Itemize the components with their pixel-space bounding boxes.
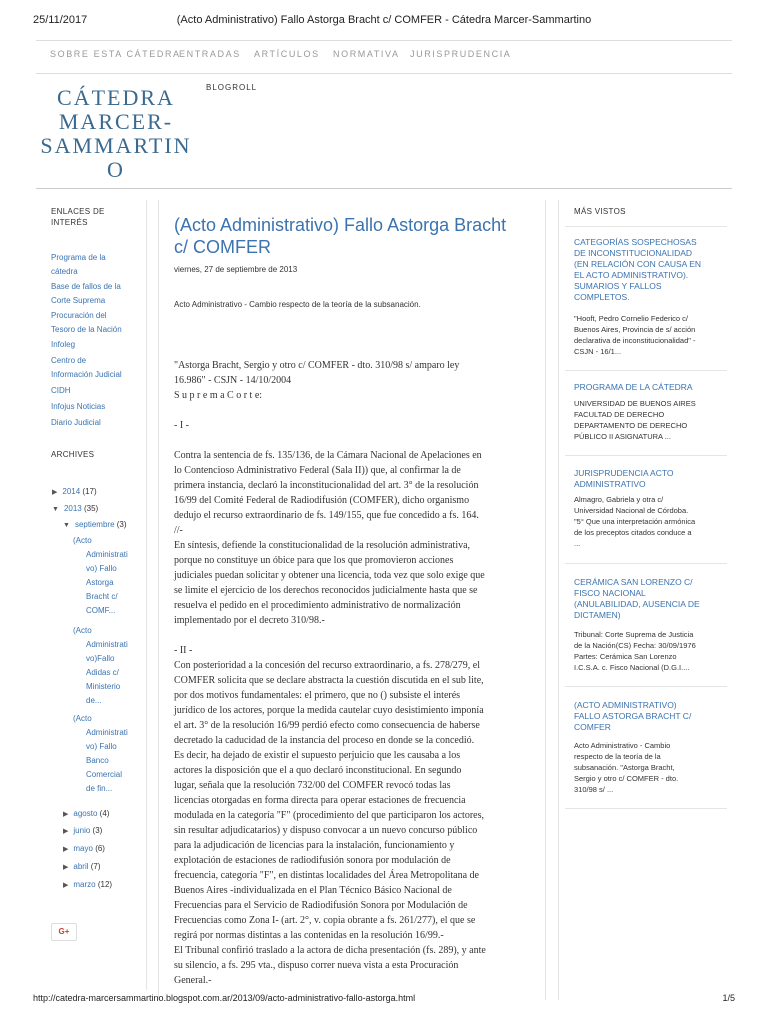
blog-title-line: O	[107, 157, 125, 182]
archive-post-line: vo) Fallo	[86, 742, 117, 751]
snippet-line: subsanación. "Astorga Bracht,	[574, 763, 675, 772]
archive-count: (6)	[95, 844, 105, 853]
archive-post-link[interactable]	[73, 534, 135, 618]
snippet-line: DEPARTAMENTO DE DERECHO	[574, 421, 688, 430]
print-footer	[33, 993, 735, 1007]
snippet-line: Partes: Cerámica San Lorenzo	[574, 652, 677, 661]
post-line: 16/99 del Comité Federal de Radiodifusión (COMFER), dicho organismo	[174, 495, 470, 506]
post-line	[174, 403, 536, 418]
post-line: lo Contencioso Administrativo Federal (Sala II)) que, al confirmar la de	[174, 465, 461, 476]
popular-post-title[interactable]	[574, 468, 724, 490]
archive-post-link[interactable]	[73, 624, 135, 708]
triangle-right-icon: ▶	[63, 828, 69, 835]
snippet-line: respecto de la teoría de la	[574, 752, 661, 761]
post-line: Frecuencias como Zona I- (art. 2°, v. copia obrante a fs. 261/277), el que se	[174, 915, 476, 926]
post-line: explotación de estaciones de radiodifusión sonora por modulación de	[174, 855, 451, 866]
post-line: lugar, señala que la resolución 732/00 del COMFER revocó todas las	[174, 780, 451, 791]
archive-year-2014[interactable]	[52, 486, 97, 499]
post-line: Frecuencias para el Servicio de Radiodifusión Sonora por Modulación de	[174, 900, 468, 911]
post-line: - II -	[174, 645, 193, 656]
post-line: 16.986" - CSJN - 14/10/2004	[174, 375, 292, 386]
popular-title-line: SUMARIOS Y FALLOS	[574, 281, 662, 291]
archive-month-mayo[interactable]	[63, 843, 105, 856]
archive-year-link[interactable]: 2014	[62, 487, 81, 496]
archive-year-2013[interactable]	[52, 503, 98, 516]
post-line: S u p r e m a C o r t e:	[174, 390, 263, 401]
nav-item-jurisprudencia[interactable]: JURISPRUDENCIA	[410, 49, 512, 59]
archive-month-agosto[interactable]	[63, 808, 109, 821]
archive-month-abril[interactable]	[63, 861, 101, 874]
archive-month-marzo[interactable]	[63, 879, 112, 892]
post-line: El Tribunal confirió traslado a la actora de dicha presentación (fs. 289), y ante	[174, 945, 486, 956]
archive-month-link[interactable]: abril	[73, 862, 89, 871]
triangle-right-icon: ▶	[63, 882, 69, 889]
popular-title-line: DICTAMEN)	[574, 610, 621, 620]
page-number: 1/5	[722, 993, 735, 1003]
archive-post-line: Banco	[86, 756, 109, 765]
page-url: http://catedra-marcersammartino.blogspot.com.ar/2013/09/acto-administrativo-fallo-astorga.html	[33, 993, 416, 1003]
snippet-line: ...	[574, 539, 581, 548]
post-line: decretado la caducidad de la instancia del proceso en donde se la concedió.	[174, 735, 475, 746]
post-line: Es decir, ha dejado de existir el supuesto perjuicio que les causaba a los	[174, 750, 461, 761]
archive-month-link[interactable]: agosto	[73, 809, 98, 818]
archive-month-link[interactable]: marzo	[73, 880, 96, 889]
print-title: (Acto Administrativo) Fallo Astorga Bracht c/ COMFER - Cátedra Marcer-Sammartino	[176, 14, 592, 26]
popular-post-snippet	[574, 398, 722, 442]
popular-title-line: PROGRAMA DE LA CÁTEDRA	[574, 382, 693, 392]
popular-title-line: CERÁMICA SAN LORENZO C/	[574, 577, 693, 587]
popular-post-snippet	[574, 740, 722, 795]
archive-month-link[interactable]: junio	[73, 826, 91, 835]
popular-title-line: (ACTO ADMINISTRATIVO)	[574, 700, 677, 710]
sidebar-link-infoleg[interactable]: Infoleg	[51, 340, 76, 349]
post-line: por dos motivos fundamentales: el primero, que no () subsiste el interés	[174, 690, 461, 701]
divider	[565, 226, 727, 227]
snippet-line: Sergio y otro c/ COMFER - dto.	[574, 774, 679, 783]
snippet-line: de los preceptos citados conduce a	[574, 528, 692, 537]
divider	[565, 455, 727, 456]
popular-post-title[interactable]	[574, 237, 724, 303]
sidebar-link-base-fallos[interactable]: Corte Suprema	[51, 296, 106, 305]
archive-post-link[interactable]	[73, 712, 135, 796]
popular-title-line: COMPLETOS.	[574, 292, 630, 302]
snippet-line: "5° Que una interpretación armónica	[574, 517, 696, 526]
post-title[interactable]	[174, 214, 534, 258]
snippet-line: I.C.S.A. c. Fisco Nacional (D.G.I....	[574, 663, 690, 672]
blog-title-line: CÁTEDRA	[57, 85, 175, 110]
post-line: regirá por normas distintas a las contenidas en la resolución 16/99.-	[174, 930, 444, 941]
post-line: COMFER solicita que se declare abstracta la cuestión discutida en el sub lite,	[174, 675, 484, 686]
archives-heading: ARCHIVES	[51, 450, 95, 459]
snippet-line: Almagro, Gabriela y otra c/	[574, 495, 664, 504]
snippet-line: "Hooft, Pedro Cornelio Federico c/	[574, 314, 688, 323]
popular-title-line: CATEGORÍAS SOSPECHOSAS	[574, 237, 697, 247]
archive-post-line: de fin...	[86, 784, 113, 793]
popular-post-title[interactable]	[574, 577, 724, 621]
archive-post-line: vo) Fallo	[86, 564, 117, 573]
print-header	[33, 14, 735, 28]
snippet-line: de la Nación(CS) Fecha: 30/09/1976	[574, 641, 696, 650]
post-line: primera instancia, declaró la inconstitucionalidad del art. 3° de la resolución	[174, 480, 479, 491]
blogroll-heading: BLOGROLL	[206, 83, 258, 92]
snippet-line: Universidad Nacional de Córdoba.	[574, 506, 689, 515]
post-line: para la adjudicación de licencias para la instalación, funcionamiento y	[174, 840, 455, 851]
divider	[565, 808, 727, 809]
archive-month-link[interactable]: septiembre	[74, 520, 115, 529]
snippet-line: Buenos Aires, Provincia de s/ acción	[574, 325, 696, 334]
triangle-right-icon: ▶	[63, 864, 69, 871]
archive-count: (7)	[90, 862, 101, 871]
sidebar-link-cij[interactable]: Información Judicial	[51, 370, 122, 379]
archive-year-link[interactable]: 2013	[63, 504, 82, 513]
blog-title-line: MARCER-	[58, 109, 174, 134]
post-line	[174, 433, 536, 448]
popular-post-title[interactable]	[574, 700, 724, 733]
sidebar-link-procuracion[interactable]: Procuración del	[51, 311, 107, 320]
sidebar-link-procuracion[interactable]: Tesoro de la Nación	[51, 325, 122, 334]
post-line: Con posterioridad a la concesión del recurso extraordinario, a fs. 278/279, el	[174, 660, 481, 671]
archive-post-line: Administrati	[86, 640, 128, 649]
divider	[565, 686, 727, 687]
archive-post-line: Astorga	[86, 578, 114, 587]
post-date: viernes, 27 de septiembre de 2013	[174, 265, 298, 274]
post-body	[174, 358, 536, 988]
post-line: se limite el ejercicio de los derechos reconocidos judicialmente hasta que se	[174, 585, 478, 596]
print-date: 25/11/2017	[33, 14, 88, 26]
post-line: //-	[174, 525, 183, 536]
popular-title-line: (EN RELACIÓN CON CAUSA EN	[574, 259, 702, 269]
popular-title-line: DE INCONSTITUCIONALIDAD	[574, 248, 693, 258]
post-line: modulada en la categoría "F" (procedimiento del que participaron los actores,	[174, 810, 484, 821]
snippet-line: 310/98 s/ ...	[574, 785, 614, 794]
post-line: - I -	[174, 420, 189, 431]
post-line: Buenos Aires -individualizada en el Plan Técnico Básico Nacional de	[174, 885, 452, 896]
popular-post-title[interactable]	[574, 382, 724, 393]
archive-post-line: Administrati	[86, 728, 128, 737]
links-heading: INTERÉS	[51, 218, 88, 227]
popular-title-line: COMFER	[574, 722, 611, 732]
archive-count: (35)	[83, 504, 99, 513]
google-plus-button[interactable]: G+	[51, 923, 77, 941]
post-line: frecuencia, categoría "F", en distintas localidades del Área Metropolitana de	[174, 870, 479, 881]
triangle-down-icon: ▼	[63, 522, 70, 529]
post-line: judiciales puedan solicitar y obtener una licencia, toda vez que solo exige que	[174, 570, 485, 581]
blog-title-line: SAMMARTIN	[40, 133, 192, 158]
popular-title-line: FISCO NACIONAL	[574, 588, 646, 598]
popular-post-snippet	[574, 629, 722, 673]
post-subtitle: Acto Administrativo - Cambio respecto de la teoría de la subsanación.	[174, 300, 421, 309]
triangle-down-icon: ▼	[52, 506, 59, 513]
post-line	[174, 628, 536, 643]
sidebar-link-base-fallos[interactable]: Base de fallos de la	[51, 282, 121, 291]
post-line: su silencio, a fs. 295 vta., dispuso correr nueva vista a esta Procuración	[174, 960, 459, 971]
post-line: porque no constituye un óbice para que los que promovieron acciones	[174, 555, 454, 566]
top-nav	[36, 40, 732, 74]
divider	[565, 563, 727, 564]
links-heading: ENLACES DE	[51, 207, 105, 216]
archive-month-septiembre[interactable]	[63, 519, 127, 532]
post-title-line: c/ COMFER	[174, 237, 271, 257]
archive-post-line: Ministerio	[86, 682, 121, 691]
archive-post-line: Adidas c/	[86, 668, 119, 677]
popular-title-line: EL ACTO ADMINISTRATIVO).	[574, 270, 689, 280]
post-line: jurídico de los actores, porque la medida cautelar cuyo desistimiento imponía	[174, 705, 484, 716]
post-line: General.-	[174, 975, 212, 986]
popular-title-line: ADMINISTRATIVO	[574, 479, 646, 489]
sidebar-link-programa[interactable]: cátedra	[51, 267, 78, 276]
snippet-line: Tribunal: Corte Suprema de Justicia	[574, 630, 694, 639]
popular-post-snippet	[574, 313, 722, 357]
archive-post-line: Administrati	[86, 550, 128, 559]
popular-post-snippet	[574, 494, 722, 549]
post-line: dedujo el recurso extraordinario de fs. 149/155, que fue concedido a fs. 164.	[174, 510, 479, 521]
snippet-line: UNIVERSIDAD DE BUENOS AIRES	[574, 399, 696, 408]
sidebar-link-infojus[interactable]: Infojus Noticias	[51, 402, 106, 411]
nav-item-entradas[interactable]: ENTRADAS	[179, 49, 241, 59]
divider	[565, 370, 727, 371]
archive-post-line: Bracht c/	[86, 592, 118, 601]
post-line: licencias otorgadas en forma directa para operar estaciones de frecuencia	[174, 795, 466, 806]
post-line: En síntesis, defiende la constitucionalidad de la resolución administrativa,	[174, 540, 471, 551]
sidebar-link-diario-judicial[interactable]: Diario Judicial	[51, 418, 101, 427]
snippet-line: Acto Administrativo - Cambio	[574, 741, 671, 750]
triangle-right-icon: ▶	[63, 811, 69, 818]
post-line: resuelva el pedido en el procedimiento administrativo de normalización	[174, 600, 461, 611]
post-line: actores la disposición que el a quo declaró inconstitucional. En segundo	[174, 765, 462, 776]
snippet-line: FACULTAD DE DERECHO	[574, 410, 665, 419]
post-line: sin resultar adjudicatarios) y dispuso convocar a un nuevo concurso público	[174, 825, 478, 836]
archive-post-line: (Acto	[73, 536, 92, 545]
sidebar-link-programa[interactable]: Programa de la	[51, 253, 106, 262]
archive-count: (17)	[82, 487, 97, 496]
popular-title-line: (ANULABILIDAD, AUSENCIA DE	[574, 599, 700, 609]
snippet-line: CSJN - 16/1...	[574, 347, 622, 356]
post-line: "Astorga Bracht, Sergio y otro c/ COMFER - dto. 310/98 s/ amparo ley	[174, 360, 460, 371]
archive-count: (12)	[97, 880, 113, 889]
blog-title[interactable]	[36, 86, 196, 182]
nav-item-sobre[interactable]: SOBRE ESTA CÁTEDRA	[50, 49, 181, 59]
nav-item-articulos[interactable]: ARTÍCULOS	[254, 49, 320, 59]
post-line: el art. 3° de la resolución 16/99 perdió efecto como consecuencia de haberse	[174, 720, 480, 731]
archive-post-line: COMF...	[86, 606, 116, 615]
sidebar-link-cij[interactable]: Centro de	[51, 356, 87, 365]
archive-month-link[interactable]: mayo	[73, 844, 93, 853]
triangle-right-icon: ▶	[52, 489, 58, 496]
snippet-line: PÚBLICO II ASIGNATURA ...	[574, 432, 671, 441]
nav-item-normativa[interactable]: NORMATIVA	[333, 49, 400, 59]
archive-post-line: (Acto	[73, 714, 92, 723]
archive-month-junio[interactable]	[63, 825, 102, 838]
popular-title-line: FALLO ASTORGA BRACHT C/	[574, 711, 692, 721]
triangle-right-icon: ▶	[63, 846, 69, 853]
post-title-line: (Acto Administrativo) Fallo Astorga Bracht	[174, 215, 507, 235]
archive-count: (3)	[116, 520, 127, 529]
archive-count: (4)	[99, 809, 110, 818]
archive-post-line: (Acto	[73, 626, 92, 635]
snippet-line: declarativa de inconstitucionalidad" -	[574, 336, 696, 345]
archive-count: (3)	[92, 826, 103, 835]
archive-post-line: Comercial	[86, 770, 123, 779]
post-line: Contra la sentencia de fs. 135/136, de la Cámara Nacional de Apelaciones en	[174, 450, 482, 461]
archive-post-line: de...	[86, 696, 102, 705]
archive-post-line: vo)Fallo	[86, 654, 115, 663]
sidebar-link-cidh[interactable]: CIDH	[51, 386, 71, 395]
post-line: implementado por el decreto 310/98.-	[174, 615, 325, 626]
popular-title-line: JURISPRUDENCIA ACTO	[574, 468, 674, 478]
mas-vistos-heading: MÁS VISTOS	[574, 207, 626, 216]
